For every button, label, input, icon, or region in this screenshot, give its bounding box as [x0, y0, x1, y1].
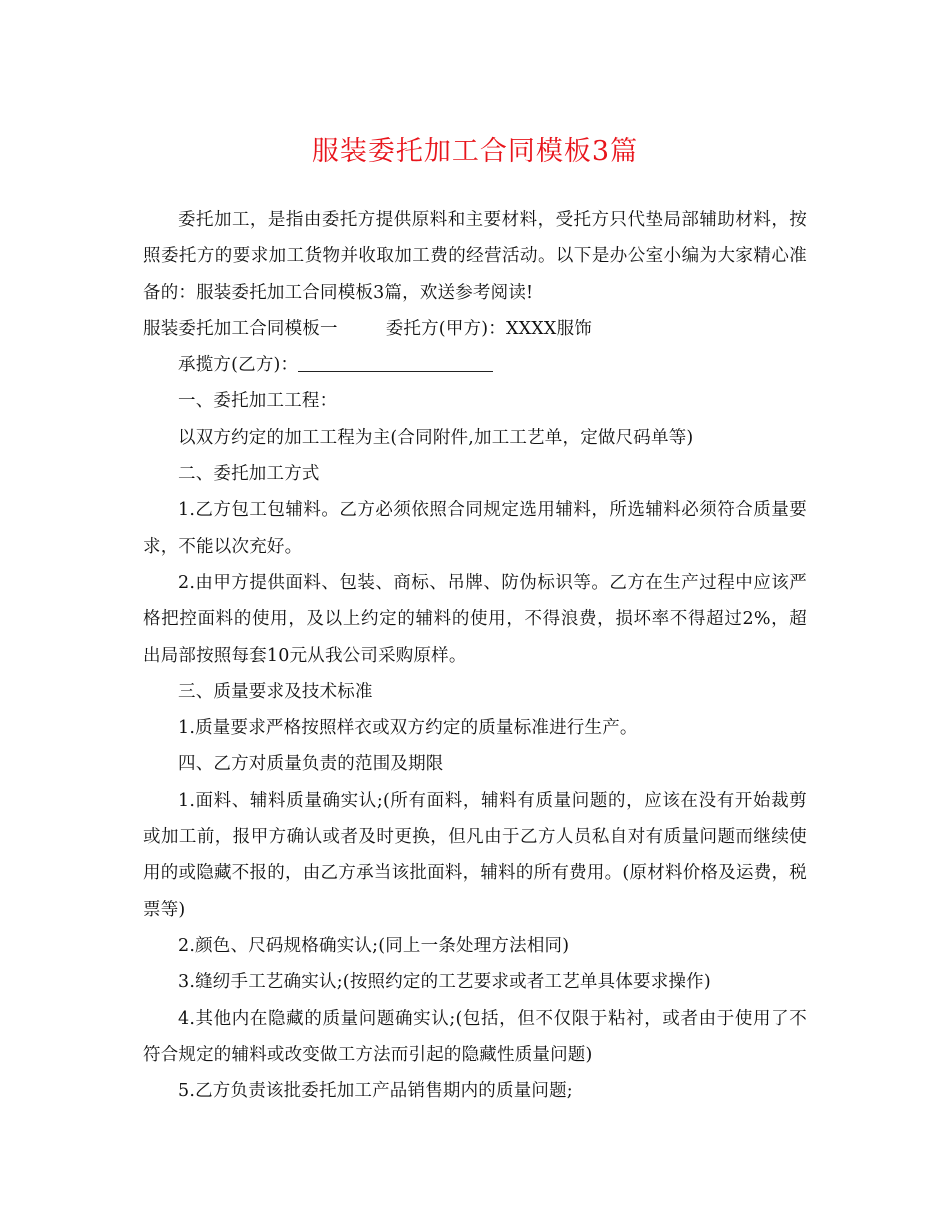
section3-item1: 1.质量要求严格按照样衣或双方约定的质量标准进行生产。 [178, 718, 638, 739]
party-b-blank [298, 353, 493, 372]
section4-item3: 3.缝纫手工艺确实认;(按照约定的工艺要求或者工艺单具体要求操作) [178, 972, 711, 993]
template-one-heading: 服装委托加工合同模板一 [143, 318, 338, 339]
section3-heading: 三、质量要求及技术标准 [178, 681, 373, 702]
section1-heading: 一、委托加工工程： [178, 391, 338, 412]
section1-text: 以双方约定的加工工程为主(合同附件,加工工艺单，定做尺码单等) [178, 427, 694, 448]
party-b-line [143, 347, 807, 383]
section4-item2: 2.颜色、尺码规格确实认;(同上一条处理方法相同) [178, 935, 570, 956]
section2-item1: 1.乙方包工包辅料。乙方必须依照合同规定选用辅料，所选辅料必须符合质量要求，不能以次充好。 [143, 500, 807, 557]
party-a: 委托方(甲方)：XXXX服饰 [385, 318, 592, 339]
party-b-label: 承揽方(乙方)： [178, 355, 299, 376]
section4-item1: 1.面料、辅料质量确实认;(所有面料，辅料有质量问题的，应该在没有开始裁剪或加工前，报甲方确认或者及时更换，但凡由于乙方人员私自对有质量问题而继续使用的或隐藏不报的，由乙方承当该批面料，辅料的所有费用。(原材料价格及运费，税票等) [143, 790, 807, 920]
section4-heading: 四、乙方对质量负责的范围及期限 [178, 754, 444, 775]
document-body [143, 202, 807, 1109]
section4-item5: 5.乙方负责该批委托加工产品销售期内的质量问题; [178, 1081, 573, 1102]
document-title: 服装委托加工合同模板3篇 [311, 136, 639, 167]
section2-heading: 二、委托加工方式 [178, 464, 320, 485]
intro-paragraph: 委托加工，是指由委托方提供原料和主要材料，受托方只代垫局部辅助材料，按照委托方的要求加工货物并收取加工费的经营活动。以下是办公室小编为大家精心准备的：服装委托加工合同模板3篇，欢送参考阅读! [143, 210, 807, 303]
section4-item4: 4.其他内在隐藏的质量问题确实认;(包括，但不仅限于粘衬，或者由于使用了不符合规定的辅料或改变做工方法而引起的隐藏性质量问题) [143, 1008, 807, 1065]
template-one-line [143, 311, 807, 347]
section2-item2: 2.由甲方提供面料、包装、商标、吊牌、防伪标识等。乙方在生产过程中应该严格把控面料的使用，及以上约定的辅料的使用，不得浪费，损坏率不得超过2%，超出局部按照每套10元从我公司采购原样。 [143, 572, 807, 666]
